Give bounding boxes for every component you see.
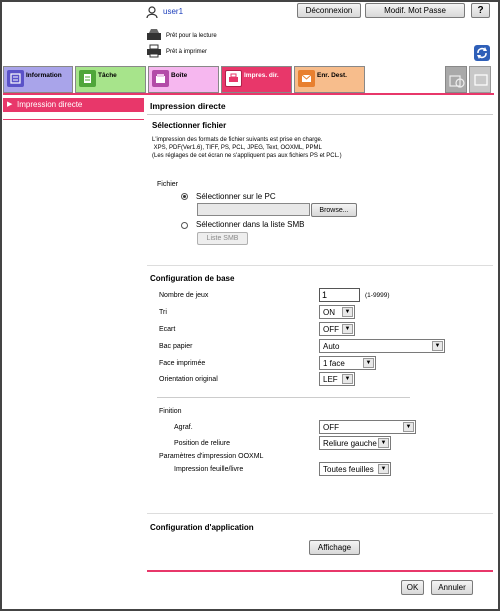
sheet-print-label: Impression feuille/livre [174,466,244,473]
tab-job[interactable] [75,66,146,93]
tab-direct-print[interactable] [221,66,292,93]
address-book-icon [298,70,315,87]
staple-label: Agraf. [174,424,193,431]
username: user1 [163,7,184,16]
binding-position-label: Position de reliure [174,440,231,447]
box-settings-icon [449,72,465,88]
print-side-label: Face imprimée [159,360,206,367]
offset-label: Ecart [159,326,176,333]
help-icon: ? [477,5,484,16]
sidebar-divider [3,119,144,120]
status-print: Prêt à imprimer [166,49,208,55]
copies-label: Nombre de jeux [159,292,209,299]
cancel-button[interactable]: Annuler [431,580,473,595]
status-read: Prêt pour la lecture [166,33,217,39]
description-line3: (Les réglages de cet écran ne s'appliquent pas aux fichiers PS et PCL.) [152,153,342,159]
tab-box[interactable] [148,66,219,93]
radio-select-smb-label: Sélectionner dans la liste SMB [196,220,305,229]
file-path-field[interactable] [197,203,310,216]
sort-value: ON [323,307,335,317]
staple-value: OFF [323,422,339,432]
chevron-down-icon: ▼ [378,464,389,474]
ooxml-settings-label: Paramètres d'impression OOXML [159,453,264,460]
display-button[interactable]: Affichage [309,540,360,555]
box-icon [152,70,169,87]
orientation-value: LEF [323,374,338,384]
chevron-down-icon: ▼ [342,374,353,384]
panel-tab[interactable] [469,66,491,93]
scanner-status-icon [146,28,162,42]
user-icon [146,6,158,18]
offset-select[interactable] [319,322,355,336]
radio-select-smb[interactable] [181,222,188,229]
select-file-heading: Sélectionner fichier [152,121,227,130]
copies-range: (1-9999) [365,292,390,299]
app-config-heading: Configuration d'application [150,523,254,532]
staple-select[interactable] [319,420,416,434]
description-line1: L'impression des formats de fichier suivants est prise en charge. [152,137,323,143]
smb-list-button[interactable]: Liste SMB [197,232,248,245]
orientation-label: Orientation original [159,376,218,383]
print-side-value: 1 face [323,358,345,368]
tab-job-label: Tâche [98,72,117,79]
chevron-down-icon: ▼ [342,324,353,334]
chevron-down-icon: ▼ [432,341,443,351]
printer-status-icon [146,44,162,58]
binding-position-select[interactable] [319,436,391,450]
tab-information[interactable] [3,66,73,93]
chevron-down-icon: ▼ [363,358,374,368]
section-divider-2 [157,397,410,398]
description-line2: XPS, PDF(Ver1.6), TIFF, PS, PCL, JPEG, Text, OOXML, PPML [152,145,322,151]
settings-tab[interactable] [445,66,467,93]
radio-select-pc-label: Sélectionner sur le PC [196,192,276,201]
browse-button[interactable]: Browse... [311,203,357,217]
section-divider-1 [147,265,493,266]
page-title: Impression directe [150,101,226,111]
sheet-print-value: Toutes feuilles [323,464,374,474]
chevron-down-icon: ▼ [378,438,389,448]
logout-button[interactable]: Déconnexion [297,3,361,18]
tab-information-label: Information [26,72,62,79]
paper-tray-select[interactable] [319,339,445,353]
sort-label: Tri [159,309,167,316]
tab-underline [3,93,494,95]
title-divider [147,114,493,115]
section-divider-3 [147,513,493,514]
sheet-print-select[interactable] [319,462,391,476]
binding-position-value: Reliure gauche [323,438,377,448]
tab-address-book-label: Enr. Dest. [317,72,347,79]
tab-box-label: Boîte [171,72,188,79]
direct-print-icon [225,70,242,87]
sidebar-item-label: Impression directe [17,100,83,109]
chevron-down-icon: ▼ [403,422,414,432]
help-button[interactable] [471,3,490,18]
paper-tray-value: Auto [323,341,340,351]
print-side-select[interactable] [319,356,376,370]
sidebar-item-direct-print[interactable] [3,98,144,112]
radio-select-pc[interactable] [181,193,188,200]
chevron-down-icon: ▼ [342,307,353,317]
offset-value: OFF [323,324,339,334]
change-password-button[interactable]: Modif. Mot Passe [365,3,465,18]
footer-divider [147,570,493,572]
file-label: Fichier [157,181,179,188]
job-icon [79,70,96,87]
finishing-label: Finition [159,408,182,415]
info-icon [7,70,24,87]
base-config-heading: Configuration de base [150,274,235,283]
sort-select[interactable] [319,305,355,319]
refresh-icon[interactable] [474,45,490,61]
tab-address-book[interactable] [294,66,365,93]
tab-direct-print-label: Impres. dir. [244,72,279,79]
panel-icon [474,74,488,86]
ok-button[interactable]: OK [401,580,424,595]
copies-input[interactable]: 1 [319,288,360,302]
arrow-right-icon: ▶ [7,101,13,108]
orientation-select[interactable] [319,372,355,386]
paper-tray-label: Bac papier [159,343,193,350]
